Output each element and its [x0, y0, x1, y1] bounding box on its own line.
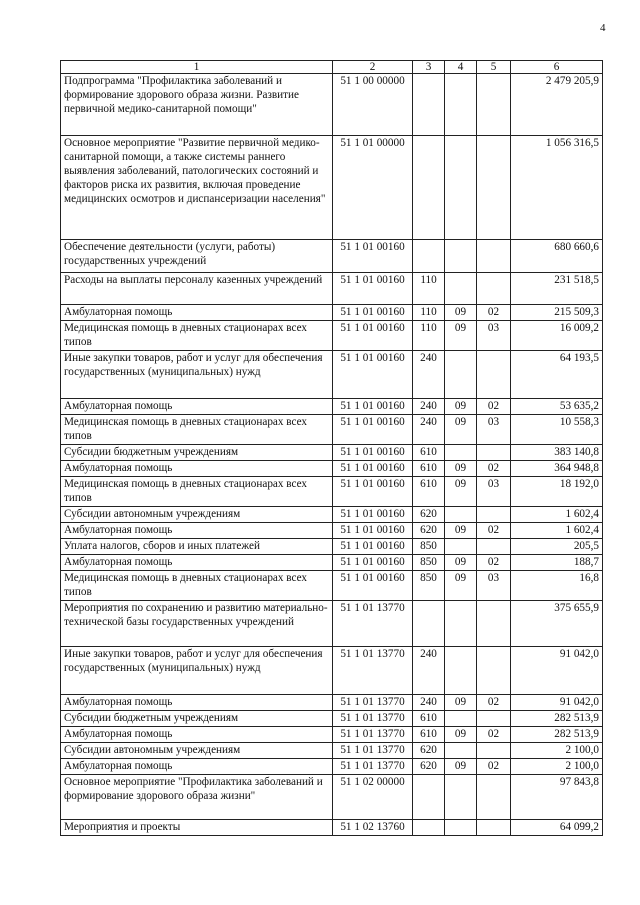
- cell-amount: 97 843,8: [511, 775, 603, 820]
- cell-code: 51 1 01 00160: [333, 571, 413, 601]
- cell-col-5: 03: [477, 321, 511, 351]
- header-col-5: 5: [477, 61, 511, 74]
- header-row: [61, 61, 603, 74]
- cell-col-4: [445, 711, 477, 727]
- header-col-1: 1: [61, 61, 333, 74]
- cell-name: Амбулаторная помощь: [61, 399, 333, 415]
- cell-name: Мероприятия и проекты: [61, 820, 333, 836]
- table-row: [61, 555, 603, 571]
- table-row: [61, 539, 603, 555]
- table-row: [61, 74, 603, 136]
- cell-col-5: [477, 820, 511, 836]
- cell-col-5: [477, 775, 511, 820]
- cell-code: 51 1 01 13770: [333, 647, 413, 695]
- cell-name: Субсидии бюджетным учреждениям: [61, 445, 333, 461]
- cell-col-3: [413, 775, 445, 820]
- cell-amount: 53 635,2: [511, 399, 603, 415]
- cell-col-5: 02: [477, 555, 511, 571]
- cell-col-4: 09: [445, 461, 477, 477]
- cell-code: 51 1 02 13760: [333, 820, 413, 836]
- table-row: [61, 273, 603, 305]
- cell-code: 51 1 01 00160: [333, 305, 413, 321]
- cell-name: Амбулаторная помощь: [61, 305, 333, 321]
- cell-col-3: 610: [413, 727, 445, 743]
- cell-col-4: 09: [445, 523, 477, 539]
- table-row: [61, 711, 603, 727]
- cell-code: 51 1 01 13770: [333, 601, 413, 647]
- cell-col-3: 850: [413, 539, 445, 555]
- cell-name: Мероприятия по сохранению и развитию материально-технической базы государственных учреждений: [61, 601, 333, 647]
- cell-amount: 10 558,3: [511, 415, 603, 445]
- cell-col-5: 02: [477, 759, 511, 775]
- header-col-6: 6: [511, 61, 603, 74]
- cell-amount: 383 140,8: [511, 445, 603, 461]
- table-row: [61, 695, 603, 711]
- cell-code: 51 1 01 00160: [333, 321, 413, 351]
- cell-col-5: 02: [477, 523, 511, 539]
- header-col-3: 3: [413, 61, 445, 74]
- header-col-2: 2: [333, 61, 413, 74]
- table-row: [61, 136, 603, 240]
- cell-col-4: [445, 351, 477, 399]
- cell-name: Медицинская помощь в дневных стационарах всех типов: [61, 321, 333, 351]
- cell-col-3: 620: [413, 759, 445, 775]
- cell-name: Иные закупки товаров, работ и услуг для обеспечения государственных (муниципальных) нужд: [61, 351, 333, 399]
- table-row: [61, 571, 603, 601]
- budget-table: [60, 60, 603, 836]
- cell-col-3: [413, 601, 445, 647]
- table-row: [61, 399, 603, 415]
- cell-col-5: [477, 711, 511, 727]
- cell-col-3: 620: [413, 507, 445, 523]
- cell-code: 51 1 02 00000: [333, 775, 413, 820]
- table-row: [61, 461, 603, 477]
- cell-col-5: 02: [477, 695, 511, 711]
- cell-col-3: 850: [413, 555, 445, 571]
- cell-col-3: 620: [413, 743, 445, 759]
- table-row: [61, 445, 603, 461]
- cell-col-3: 240: [413, 415, 445, 445]
- cell-code: 51 1 01 13770: [333, 759, 413, 775]
- cell-col-5: [477, 351, 511, 399]
- cell-code: 51 1 01 00160: [333, 399, 413, 415]
- cell-col-3: 610: [413, 477, 445, 507]
- cell-code: 51 1 01 00160: [333, 240, 413, 273]
- cell-col-3: [413, 136, 445, 240]
- table-row: [61, 775, 603, 820]
- cell-amount: 1 056 316,5: [511, 136, 603, 240]
- cell-col-3: 610: [413, 711, 445, 727]
- cell-col-3: 240: [413, 351, 445, 399]
- cell-code: 51 1 01 00000: [333, 136, 413, 240]
- cell-amount: 215 509,3: [511, 305, 603, 321]
- cell-name: Амбулаторная помощь: [61, 555, 333, 571]
- cell-col-4: 09: [445, 759, 477, 775]
- cell-name: Амбулаторная помощь: [61, 695, 333, 711]
- table-row: [61, 727, 603, 743]
- cell-col-4: 09: [445, 399, 477, 415]
- cell-col-4: [445, 539, 477, 555]
- table-row: [61, 240, 603, 273]
- cell-col-4: [445, 820, 477, 836]
- cell-col-5: [477, 445, 511, 461]
- cell-col-3: 110: [413, 305, 445, 321]
- cell-code: 51 1 01 00160: [333, 461, 413, 477]
- cell-code: 51 1 01 00160: [333, 445, 413, 461]
- cell-name: Амбулаторная помощь: [61, 759, 333, 775]
- cell-col-3: 620: [413, 523, 445, 539]
- cell-col-3: 110: [413, 273, 445, 305]
- cell-name: Амбулаторная помощь: [61, 727, 333, 743]
- cell-name: Субсидии автономным учреждениям: [61, 507, 333, 523]
- table-row: [61, 477, 603, 507]
- cell-col-3: 240: [413, 647, 445, 695]
- cell-name: Субсидии автономным учреждениям: [61, 743, 333, 759]
- table-row: [61, 415, 603, 445]
- cell-amount: 2 479 205,9: [511, 74, 603, 136]
- cell-col-4: [445, 273, 477, 305]
- cell-col-3: 110: [413, 321, 445, 351]
- cell-amount: 205,5: [511, 539, 603, 555]
- cell-code: 51 1 01 00160: [333, 273, 413, 305]
- cell-col-5: 03: [477, 415, 511, 445]
- cell-amount: 188,7: [511, 555, 603, 571]
- cell-col-4: 09: [445, 415, 477, 445]
- cell-code: 51 1 01 00160: [333, 415, 413, 445]
- cell-amount: 18 192,0: [511, 477, 603, 507]
- cell-name: Медицинская помощь в дневных стационарах всех типов: [61, 477, 333, 507]
- cell-code: 51 1 01 13770: [333, 695, 413, 711]
- header-col-4: 4: [445, 61, 477, 74]
- page-number: 4: [600, 22, 606, 34]
- cell-amount: 282 513,9: [511, 727, 603, 743]
- cell-col-4: 09: [445, 321, 477, 351]
- table-row: [61, 647, 603, 695]
- cell-name: Иные закупки товаров, работ и услуг для обеспечения государственных (муниципальных) нужд: [61, 647, 333, 695]
- cell-amount: 680 660,6: [511, 240, 603, 273]
- cell-code: 51 1 01 00160: [333, 507, 413, 523]
- cell-amount: 364 948,8: [511, 461, 603, 477]
- cell-col-3: 610: [413, 461, 445, 477]
- cell-amount: 1 602,4: [511, 523, 603, 539]
- cell-col-4: 09: [445, 727, 477, 743]
- cell-col-3: [413, 74, 445, 136]
- cell-col-4: [445, 507, 477, 523]
- cell-col-4: [445, 445, 477, 461]
- cell-col-4: [445, 74, 477, 136]
- cell-code: 51 1 01 00160: [333, 555, 413, 571]
- cell-col-4: 09: [445, 695, 477, 711]
- cell-col-3: 610: [413, 445, 445, 461]
- cell-col-5: 02: [477, 399, 511, 415]
- cell-col-5: 02: [477, 727, 511, 743]
- cell-name: Основное мероприятие "Профилактика заболеваний и формирование здорового образа жизни": [61, 775, 333, 820]
- cell-name: Подпрограмма "Профилактика заболеваний и формирование здорового образа жизни. Развитие первичной медико-санитарной помощи": [61, 74, 333, 136]
- table-row: [61, 759, 603, 775]
- cell-col-5: [477, 136, 511, 240]
- cell-col-5: 02: [477, 305, 511, 321]
- cell-col-4: 09: [445, 555, 477, 571]
- cell-col-4: [445, 136, 477, 240]
- cell-col-5: [477, 240, 511, 273]
- cell-name: Амбулаторная помощь: [61, 523, 333, 539]
- table-row: [61, 820, 603, 836]
- cell-amount: 375 655,9: [511, 601, 603, 647]
- cell-col-3: [413, 240, 445, 273]
- cell-code: 51 1 01 00160: [333, 523, 413, 539]
- cell-col-5: 02: [477, 461, 511, 477]
- cell-col-4: [445, 647, 477, 695]
- cell-col-4: 09: [445, 571, 477, 601]
- cell-col-3: 240: [413, 399, 445, 415]
- cell-col-3: [413, 820, 445, 836]
- cell-code: 51 1 01 00160: [333, 351, 413, 399]
- table-row: [61, 321, 603, 351]
- table-row: [61, 351, 603, 399]
- cell-amount: 16 009,2: [511, 321, 603, 351]
- cell-code: 51 1 01 13770: [333, 743, 413, 759]
- cell-name: Обеспечение деятельности (услуги, работы) государственных учреждений: [61, 240, 333, 273]
- cell-name: Медицинская помощь в дневных стационарах всех типов: [61, 571, 333, 601]
- cell-col-5: [477, 647, 511, 695]
- cell-col-4: 09: [445, 305, 477, 321]
- cell-name: Уплата налогов, сборов и иных платежей: [61, 539, 333, 555]
- cell-col-5: [477, 507, 511, 523]
- cell-col-5: [477, 74, 511, 136]
- table-row: [61, 305, 603, 321]
- cell-code: 51 1 00 00000: [333, 74, 413, 136]
- cell-name: Основное мероприятие "Развитие первичной медико-санитарной помощи, а также системы раннего выявления заболеваний, патологических состояний и факторов риска их развития, включая проведение медицинских осмотров и диспансеризации населения": [61, 136, 333, 240]
- table-row: [61, 507, 603, 523]
- cell-col-5: 03: [477, 477, 511, 507]
- cell-col-5: [477, 601, 511, 647]
- table-row: [61, 523, 603, 539]
- cell-col-5: 03: [477, 571, 511, 601]
- cell-col-5: [477, 539, 511, 555]
- cell-amount: 16,8: [511, 571, 603, 601]
- cell-col-5: [477, 743, 511, 759]
- table-row: [61, 601, 603, 647]
- cell-amount: 2 100,0: [511, 743, 603, 759]
- cell-name: Медицинская помощь в дневных стационарах всех типов: [61, 415, 333, 445]
- cell-name: Амбулаторная помощь: [61, 461, 333, 477]
- cell-amount: 231 518,5: [511, 273, 603, 305]
- cell-code: 51 1 01 00160: [333, 539, 413, 555]
- cell-amount: 1 602,4: [511, 507, 603, 523]
- cell-col-4: [445, 240, 477, 273]
- cell-code: 51 1 01 13770: [333, 711, 413, 727]
- cell-amount: 64 099,2: [511, 820, 603, 836]
- cell-col-4: [445, 775, 477, 820]
- cell-col-4: [445, 743, 477, 759]
- cell-amount: 91 042,0: [511, 695, 603, 711]
- cell-col-5: [477, 273, 511, 305]
- cell-col-4: [445, 601, 477, 647]
- cell-col-3: 240: [413, 695, 445, 711]
- cell-code: 51 1 01 00160: [333, 477, 413, 507]
- cell-code: 51 1 01 13770: [333, 727, 413, 743]
- cell-name: Субсидии бюджетным учреждениям: [61, 711, 333, 727]
- cell-name: Расходы на выплаты персоналу казенных учреждений: [61, 273, 333, 305]
- cell-col-3: 850: [413, 571, 445, 601]
- table-row: [61, 743, 603, 759]
- cell-amount: 64 193,5: [511, 351, 603, 399]
- cell-amount: 91 042,0: [511, 647, 603, 695]
- cell-amount: 282 513,9: [511, 711, 603, 727]
- cell-col-4: 09: [445, 477, 477, 507]
- cell-amount: 2 100,0: [511, 759, 603, 775]
